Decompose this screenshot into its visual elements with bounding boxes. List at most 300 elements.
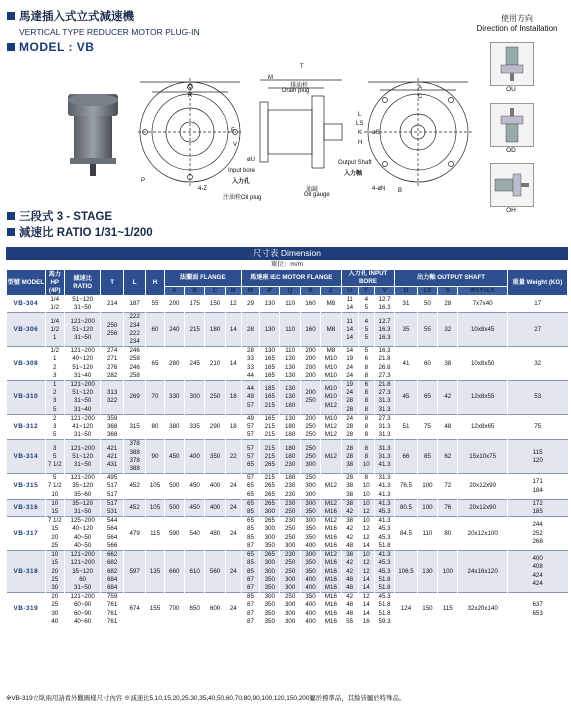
table-cell-l: 479 xyxy=(123,517,146,551)
label-a: A xyxy=(418,85,423,91)
table-cell-f: 10 12 12 14 xyxy=(358,517,374,551)
table-cell-b: 650 xyxy=(184,593,204,626)
direction-oh-label: OH xyxy=(506,207,516,214)
table-cell-r: 160 xyxy=(300,296,320,313)
table-cell-weight: 27 xyxy=(507,313,567,347)
table-cell-wxyxlk: 15x10x75 xyxy=(458,440,507,474)
table-cell-n: 24 xyxy=(225,593,241,626)
table-cell-f: 8 8 10 xyxy=(358,440,374,474)
table-cell-f: 10 12 xyxy=(358,499,374,516)
table-cell-hp: 1/4 1/2 1 xyxy=(45,313,64,347)
col-t: T xyxy=(101,270,124,296)
table-cell-s: 115 xyxy=(438,593,458,626)
table-cell-f: 12 14 14 16 xyxy=(358,593,374,626)
table-cell-u: 19 24 28 28 xyxy=(341,381,358,415)
table-cell-z: M8 xyxy=(321,296,341,313)
table-cell-ratio: 121~200 35~120 35~60 xyxy=(64,474,100,500)
table-cell-l: 269 xyxy=(123,381,146,415)
table-cell-d: 80.5 xyxy=(395,499,418,516)
table-cell-ratio: 121~200 51~120 31~50 xyxy=(64,440,100,474)
table-cell-weight: 172 185 xyxy=(507,499,567,516)
table-cell-p: 130 165 165 165 xyxy=(260,347,280,381)
col-ratio: 減速比 RATIO xyxy=(64,270,100,296)
label-oil-plug: 注油栓Oil plug xyxy=(223,195,262,201)
table-cell-q: 230 250 250 300 300 xyxy=(280,551,300,593)
table-cell-model: VB-319 xyxy=(7,593,46,626)
title-zh: 馬達插入式立式減速機 xyxy=(19,11,134,23)
table-cell-t: 544 564 564 566 xyxy=(101,517,124,551)
label-drain-zh: 排油栓 xyxy=(290,83,309,89)
table-cell-a: 240 xyxy=(164,313,184,347)
ratio-label: 減速比 RATIO 1/31~1/200 xyxy=(19,227,153,239)
table-cell-v: 31.3 41.3 41.3 xyxy=(374,474,394,500)
table-cell-s: 80 xyxy=(438,517,458,551)
col-hp: 馬力 HP (4P) xyxy=(45,270,64,296)
table-cell-r: 300 350 xyxy=(300,499,320,516)
table-cell-weight: 637 653 xyxy=(507,593,567,626)
table-cell-q: 130 180 180 xyxy=(280,414,300,440)
table-cell-q: 230 250 xyxy=(280,499,300,516)
col-m: M xyxy=(241,287,259,296)
table-cell-h: 80 xyxy=(146,414,164,440)
table-cell-p: 265 300 300 350 350 xyxy=(260,551,280,593)
col-z: Z xyxy=(321,287,341,296)
table-cell-t: 214 xyxy=(101,296,124,313)
table-cell-a: 590 xyxy=(164,517,184,551)
table-cell-s: 100 xyxy=(438,551,458,593)
col-p: P xyxy=(260,287,280,296)
table-cell-u: 38 42 xyxy=(341,499,358,516)
col-group-motor-flange: 馬達座 IEC MOTOR FLANGE xyxy=(241,270,341,287)
table-cell-s: 32 xyxy=(438,313,458,347)
table-cell-ls: 75 xyxy=(417,414,437,440)
col-group-flange: 法蘭面 FLANGE xyxy=(164,270,241,287)
ratio-row xyxy=(7,224,153,240)
table-cell-m: 57 65 65 xyxy=(241,474,259,500)
table-cell-h: 65 xyxy=(146,347,164,381)
table-cell-r: 300 350 350 400 xyxy=(300,517,320,551)
table-cell-hp: 1 2 3 5 xyxy=(45,381,64,415)
table-row xyxy=(7,313,568,347)
table-cell-model: VB-316 xyxy=(7,499,46,516)
table-cell-l: 246 258 246 258 xyxy=(123,347,146,381)
table-cell-b: 175 xyxy=(184,296,204,313)
table-cell-u: 28 38 38 xyxy=(341,474,358,500)
dimension-table-wrap xyxy=(6,247,568,626)
col-b: B xyxy=(184,287,204,296)
table-cell-wxyxlk: 12x8x55 xyxy=(458,381,507,415)
col-v: V xyxy=(374,287,394,296)
table-cell-wxyxlk: 20x12x100 xyxy=(458,517,507,551)
table-cell-r: 300 350 350 400 400 xyxy=(300,551,320,593)
table-cell-r: 350 400 400 400 xyxy=(300,593,320,626)
table-cell-t: 359 368 368 xyxy=(101,414,124,440)
table-cell-d: 31 xyxy=(395,296,418,313)
table-cell-c: 480 xyxy=(205,517,225,551)
table-cell-ls: 100 xyxy=(417,474,437,500)
table-cell-p: 215 265 265 xyxy=(260,474,280,500)
table-cell-ratio: 125~200 40~120 40~50 40~50 xyxy=(64,517,100,551)
table-cell-q: 110 xyxy=(280,296,300,313)
table-cell-n: 12 xyxy=(225,296,241,313)
table-cell-hp: 7 1/2 15 20 25 xyxy=(45,517,64,551)
label-output-shaft-en: Output Shaft xyxy=(338,160,372,166)
table-cell-ls: 100 xyxy=(417,499,437,516)
table-cell-m: 28 xyxy=(241,313,259,347)
table-cell-s: 48 xyxy=(438,414,458,440)
table-cell-v: 41.3 45.3 45.3 51.8 51.8 xyxy=(374,551,394,593)
table-row xyxy=(7,499,568,516)
table-cell-v: 21.8 27.3 31.3 31.3 xyxy=(374,381,394,415)
table-cell-u: 24 28 28 xyxy=(341,414,358,440)
motor-vertical-up-icon xyxy=(491,43,533,85)
table-cell-p: 130 xyxy=(260,313,280,347)
table-cell-l: 222 234 222 234 xyxy=(123,313,146,347)
table-cell-l: 315 xyxy=(123,414,146,440)
motor-horizontal-icon xyxy=(491,164,533,206)
table-cell-ls: 65 xyxy=(417,381,437,415)
table-cell-u: 42 48 48 55 xyxy=(341,593,358,626)
table-cell-wxyxlk: 12x8x65 xyxy=(458,414,507,440)
table-cell-n: 24 xyxy=(225,551,241,593)
table-cell-q: 130 130 180 xyxy=(280,381,300,415)
label-output-shaft-zh: 入力軸 xyxy=(344,171,363,177)
col-u: U xyxy=(341,287,358,296)
col-ls: LS xyxy=(417,287,437,296)
table-cell-b: 245 xyxy=(184,347,204,381)
table-cell-h: 70 xyxy=(146,381,164,415)
table-cell-weight: 115 120 xyxy=(507,440,567,474)
table-cell-r: 250 250 300 xyxy=(300,440,320,474)
label-u: øU xyxy=(247,157,255,163)
table-cell-n: 24 xyxy=(225,517,241,551)
table-cell-m: 44 49 57 xyxy=(241,381,259,415)
table-cell-h: 60 xyxy=(146,313,164,347)
table-cell-f: 5 6 8 8 xyxy=(358,347,374,381)
table-cell-ratio: 121~200 41~120 31~50 xyxy=(64,414,100,440)
col-d: D xyxy=(395,287,418,296)
table-cell-a: 380 xyxy=(164,414,184,440)
table-cell-d: 106.5 xyxy=(395,551,418,593)
stage-label: 三段式 3 - STAGE xyxy=(19,211,113,223)
table-cell-z: M12 xyxy=(321,440,341,474)
col-model: 型號 MODEL xyxy=(7,270,46,296)
table-cell-ls: 55 xyxy=(417,313,437,347)
col-c: C xyxy=(205,287,225,296)
table-cell-u: 14 19 24 24 xyxy=(341,347,358,381)
col-weight: 重量 Weight (KG) xyxy=(507,270,567,296)
square-bullet-icon xyxy=(7,43,15,51)
table-cell-d: 35 xyxy=(395,313,418,347)
table-cell-hp: 1/4 1/2 xyxy=(45,296,64,313)
table-row xyxy=(7,474,568,500)
table-cell-s: 28 xyxy=(438,296,458,313)
table-cell-m: 65 85 85 87 87 xyxy=(241,551,259,593)
table-title: 尺寸表 Dimension xyxy=(6,247,568,260)
table-cell-s: 38 xyxy=(438,347,458,381)
table-cell-model: VB-308 xyxy=(7,347,46,381)
table-cell-c: 350 xyxy=(205,440,225,474)
table-cell-d: 124 xyxy=(395,593,418,626)
table-cell-ratio: 121~200 40~120 51~120 31~40 xyxy=(64,347,100,381)
table-cell-wxyxlk: 10x8x50 xyxy=(458,347,507,381)
table-cell-r: 200 200 200 200 xyxy=(300,347,320,381)
table-cell-c: 290 xyxy=(205,414,225,440)
table-cell-h: 155 xyxy=(146,593,164,626)
table-cell-t: 759 761 761 761 xyxy=(101,593,124,626)
table-cell-weight: 17 xyxy=(507,296,567,313)
table-cell-a: 200 xyxy=(164,296,184,313)
table-cell-u: 28 28 38 xyxy=(341,440,358,474)
table-cell-m: 65 85 85 87 xyxy=(241,517,259,551)
col-l: L xyxy=(123,270,146,296)
table-cell-q: 180 230 230 xyxy=(280,474,300,500)
label-drain-en: Drain plug xyxy=(282,88,310,94)
col-n: N xyxy=(225,287,241,296)
table-cell-u: 38 42 42 48 xyxy=(341,517,358,551)
table-cell-c: 150 xyxy=(205,296,225,313)
table-cell-t: 495 517 517 xyxy=(101,474,124,500)
table-cell-ratio: 35~120 31~50 xyxy=(64,499,100,516)
direction-od-image xyxy=(490,103,534,147)
stage-row xyxy=(7,208,112,224)
direction-ou-label: OU xyxy=(506,86,516,93)
direction-title-zh: 使用方向 xyxy=(501,14,533,23)
table-cell-z: M16 M16 M16 M16 xyxy=(321,593,341,626)
table-cell-f: 8 8 8 xyxy=(358,414,374,440)
table-cell-s: 72 xyxy=(438,474,458,500)
table-cell-h: 90 xyxy=(146,440,164,474)
table-cell-h: 105 xyxy=(146,474,164,500)
table-cell-ls: 130 xyxy=(417,551,437,593)
table-cell-a: 700 xyxy=(164,593,184,626)
table-cell-n: 18 xyxy=(225,381,241,415)
table-cell-b: 450 xyxy=(184,499,204,516)
table-cell-z: M12 M16 xyxy=(321,499,341,516)
table-cell-b: 335 xyxy=(184,414,204,440)
table-cell-a: 280 xyxy=(164,347,184,381)
table-cell-t: 421 421 431 xyxy=(101,440,124,474)
table-cell-a: 500 xyxy=(164,499,184,516)
col-a: A xyxy=(164,287,184,296)
label-s: øS xyxy=(372,130,380,136)
table-row xyxy=(7,296,568,313)
label-v: V xyxy=(233,142,238,148)
table-cell-v: 45.3 51.8 51.8 59.3 xyxy=(374,593,394,626)
table-cell-b: 300 xyxy=(184,381,204,415)
table-cell-a: 330 xyxy=(164,381,184,415)
table-cell-model: VB-315 xyxy=(7,474,46,500)
table-row xyxy=(7,517,568,551)
table-cell-z: M12 M16 M16 M16 M16 xyxy=(321,551,341,593)
table-cell-s: 76 xyxy=(438,499,458,516)
table-cell-z: M10 M12 M12 xyxy=(321,414,341,440)
table-cell-h: 115 xyxy=(146,517,164,551)
table-cell-l: 452 xyxy=(123,499,146,516)
table-cell-weight: 244 252 268 xyxy=(507,517,567,551)
table-cell-l: 597 xyxy=(123,551,146,593)
table-cell-b: 610 xyxy=(184,551,204,593)
label-l: L xyxy=(358,112,362,118)
table-cell-u: 11 14 14 xyxy=(341,313,358,347)
table-cell-h: 105 xyxy=(146,499,164,516)
table-cell-weight: 32 xyxy=(507,347,567,381)
table-cell-model: VB-304 xyxy=(7,296,46,313)
table-cell-p: 215 215 265 xyxy=(260,440,280,474)
table-cell-model: VB-312 xyxy=(7,414,46,440)
table-cell-l: 674 xyxy=(123,593,146,626)
table-cell-p: 265 300 300 350 xyxy=(260,517,280,551)
table-cell-a: 660 xyxy=(164,551,184,593)
table-cell-d: 84.5 xyxy=(395,517,418,551)
table-cell-ratio: 121~200 60~90 60~90 40~60 xyxy=(64,593,100,626)
table-cell-f: 10 12 12 14 14 xyxy=(358,551,374,593)
table-cell-t: 313 322 xyxy=(101,381,124,415)
square-bullet-icon xyxy=(7,228,15,236)
direction-ou-image xyxy=(490,42,534,86)
table-cell-a: 450 xyxy=(164,440,184,474)
label-b: B xyxy=(398,188,403,194)
label-oil-gauge-en: Oil gauge xyxy=(304,192,330,198)
col-f: F xyxy=(358,287,374,296)
table-cell-v: 27.3 31.3 31.3 xyxy=(374,414,394,440)
table-cell-ls: 85 xyxy=(417,440,437,474)
table-cell-f: 4 5 5 xyxy=(358,313,374,347)
label-input-bore-zh: 入力孔 xyxy=(232,179,251,185)
table-cell-h: 135 xyxy=(146,551,164,593)
title-en: VERTICAL TYPE REDUCER MOTOR PLUG-IN xyxy=(19,27,200,37)
table-cell-hp: 10 15 xyxy=(45,499,64,516)
product-photo xyxy=(56,88,126,180)
table-cell-wxyxlk: 32x20x140 xyxy=(458,593,507,626)
label-m: M xyxy=(268,75,273,81)
direction-od-label: OD xyxy=(506,147,516,154)
table-cell-n: 24 xyxy=(225,499,241,516)
table-cell-ls: 50 xyxy=(417,296,437,313)
table-row xyxy=(7,414,568,440)
dimension-table-body xyxy=(7,296,568,626)
table-cell-weight: 400 408 424 424 xyxy=(507,551,567,593)
table-cell-c: 560 xyxy=(205,551,225,593)
table-cell-ratio: 121~200 121~200 35~120 60 31~50 xyxy=(64,551,100,593)
table-cell-c: 400 xyxy=(205,499,225,516)
table-cell-n: 14 xyxy=(225,347,241,381)
table-cell-m: 85 87 87 87 xyxy=(241,593,259,626)
table-cell-p: 165 215 215 xyxy=(260,414,280,440)
footnote: ※VB-319立臥兩用請看外觀圖樣尺寸內容 ※減速比5,10,15,20,25,30,35,40,50,60,70,80,90,100,120,150,200屬於標準品，其餘皆屬於特殊品。 xyxy=(6,695,406,702)
table-cell-n: 14 xyxy=(225,313,241,347)
table-cell-weight: 171 184 xyxy=(507,474,567,500)
direction-panel xyxy=(468,14,566,34)
table-row xyxy=(7,440,568,474)
table-cell-v: 41.3 45.3 xyxy=(374,499,394,516)
model-row xyxy=(7,40,94,54)
label-oil-gauge-zh: 油鏡 xyxy=(306,187,319,193)
table-row xyxy=(7,381,568,415)
label-r: R xyxy=(188,93,193,99)
label-ls: LS xyxy=(356,121,364,127)
table-cell-d: 76.5 xyxy=(395,474,418,500)
table-cell-b: 540 xyxy=(184,517,204,551)
table-cell-m: 57 57 65 xyxy=(241,440,259,474)
table-cell-b: 400 xyxy=(184,440,204,474)
table-cell-ls: 150 xyxy=(417,593,437,626)
table-cell-d: 51 xyxy=(395,414,418,440)
table-cell-z: M10 M10 M12 xyxy=(321,381,341,415)
table-cell-model: VB-314 xyxy=(7,440,46,474)
label-4z: 4-Z xyxy=(198,186,207,192)
table-cell-model: VB-317 xyxy=(7,517,46,551)
table-cell-m: 49 57 57 xyxy=(241,414,259,440)
table-cell-weight: 75 xyxy=(507,414,567,440)
table-cell-v: 31.3 31.3 41.3 xyxy=(374,440,394,474)
table-cell-model: VB-318 xyxy=(7,551,46,593)
table-cell-v: 16.3 21.8 26.8 27.3 xyxy=(374,347,394,381)
table-cell-b: 450 xyxy=(184,474,204,500)
table-cell-d: 41 xyxy=(395,347,418,381)
table-cell-q: 250 300 300 300 xyxy=(280,593,300,626)
table-cell-c: 250 xyxy=(205,381,225,415)
table-cell-hp: 5 7 1/2 10 xyxy=(45,474,64,500)
col-wxyxlk: WxYxLK xyxy=(458,287,507,296)
label-t: T xyxy=(300,64,304,70)
table-cell-wxyxlk: 20x12x90 xyxy=(458,474,507,500)
table-cell-ls: 110 xyxy=(417,517,437,551)
table-cell-p: 300 350 350 350 xyxy=(260,593,280,626)
table-cell-t: 662 682 682 684 684 xyxy=(101,551,124,593)
title-zh-row xyxy=(7,8,134,24)
label-4n: 4-øN xyxy=(372,186,386,192)
table-row xyxy=(7,593,568,626)
table-cell-a: 500 xyxy=(164,474,184,500)
table-cell-model: VB-310 xyxy=(7,381,46,415)
table-cell-ratio: 121~200 51~120 31~50 31~40 xyxy=(64,381,100,415)
table-cell-q: 110 130 130 130 xyxy=(280,347,300,381)
table-cell-r: 160 xyxy=(300,313,320,347)
table-cell-r: 250 300 300 xyxy=(300,474,320,500)
table-cell-ls: 60 xyxy=(417,347,437,381)
table-cell-p: 265 300 xyxy=(260,499,280,516)
table-cell-l: 378 388 378 388 xyxy=(123,440,146,474)
table-cell-c: 400 xyxy=(205,474,225,500)
square-bullet-icon xyxy=(7,12,15,20)
table-cell-v: 12.7 16.3 xyxy=(374,296,394,313)
table-cell-s: 42 xyxy=(438,381,458,415)
table-cell-wxyxlk: 7x7x40 xyxy=(458,296,507,313)
col-s: S xyxy=(438,287,458,296)
table-cell-r: 200 250 xyxy=(300,381,320,415)
table-cell-n: 22 xyxy=(225,440,241,474)
gear-reducer-photo-icon xyxy=(56,88,126,180)
table-cell-n: 24 xyxy=(225,474,241,500)
table-cell-c: 210 xyxy=(205,347,225,381)
table-cell-r: 200 250 250 xyxy=(300,414,320,440)
label-h: H xyxy=(358,140,363,146)
table-cell-m: 65 85 xyxy=(241,499,259,516)
col-group-input-bore: 入力孔 INPUT BORE xyxy=(341,270,395,287)
model-label: MODEL : VB xyxy=(19,40,95,54)
table-cell-q: 180 180 230 xyxy=(280,440,300,474)
table-cell-t: 250 256 xyxy=(101,313,124,347)
table-cell-wxyxlk: 10x8x45 xyxy=(458,313,507,347)
table-cell-v: 12.7 16.3 16.3 xyxy=(374,313,394,347)
table-cell-m: 28 33 33 44 xyxy=(241,347,259,381)
table-cell-z: M8 M10 M10 M10 xyxy=(321,347,341,381)
col-group-output-shaft: 出力軸 OUTPUT SHAFT xyxy=(395,270,508,287)
label-q: Q xyxy=(188,84,193,90)
table-cell-m: 29 xyxy=(241,296,259,313)
col-r: R xyxy=(300,287,320,296)
